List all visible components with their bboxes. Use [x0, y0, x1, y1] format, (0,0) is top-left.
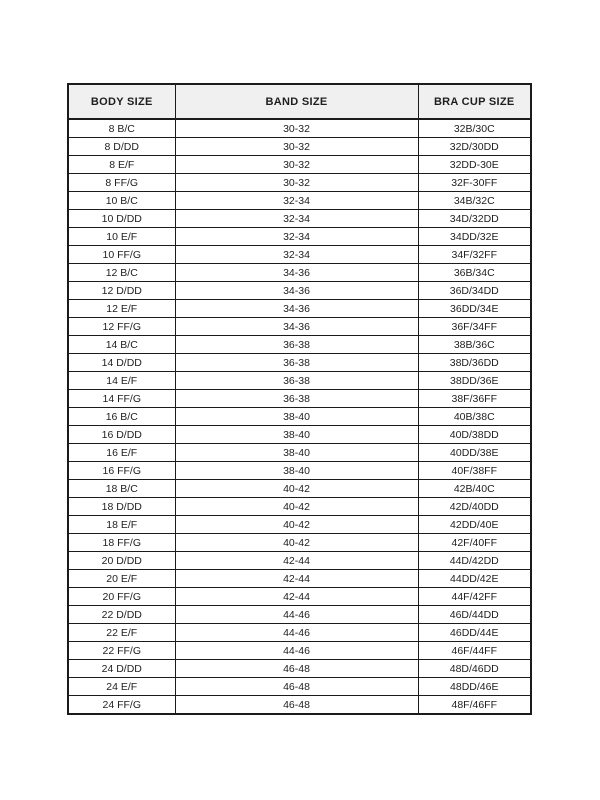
table-row: [68, 138, 531, 156]
table-row: [68, 210, 531, 228]
table-cell: 34DD/32E: [418, 228, 531, 246]
header-cell-body-size: BODY SIZE: [68, 84, 175, 119]
table-cell: 14 FF/G: [68, 390, 175, 408]
table-cell: 30-32: [175, 138, 418, 156]
table-cell: 42B/40C: [418, 480, 531, 498]
header-cell-band-size: BAND SIZE: [175, 84, 418, 119]
table-row: [68, 174, 531, 192]
table-cell: 36DD/34E: [418, 300, 531, 318]
table-row: [68, 408, 531, 426]
table-cell: 38F/36FF: [418, 390, 531, 408]
table-cell: 16 E/F: [68, 444, 175, 462]
table-row: [68, 119, 531, 138]
table-cell: 8 FF/G: [68, 174, 175, 192]
table-cell: 14 D/DD: [68, 354, 175, 372]
table-cell: 34-36: [175, 318, 418, 336]
table-cell: 12 FF/G: [68, 318, 175, 336]
table-cell: 38-40: [175, 462, 418, 480]
table-row: [68, 282, 531, 300]
table-cell: 44D/42DD: [418, 552, 531, 570]
table-cell: 42D/40DD: [418, 498, 531, 516]
table-cell: 10 B/C: [68, 192, 175, 210]
table-cell: 46-48: [175, 696, 418, 715]
table-cell: 32DD-30E: [418, 156, 531, 174]
table-cell: 44-46: [175, 606, 418, 624]
table-row: [68, 570, 531, 588]
table-cell: 14 E/F: [68, 372, 175, 390]
table-cell: 44F/42FF: [418, 588, 531, 606]
table-cell: 42-44: [175, 552, 418, 570]
table-row: [68, 696, 531, 715]
table-header-row: [68, 84, 531, 119]
table-cell: 44-46: [175, 642, 418, 660]
table-cell: 34F/32FF: [418, 246, 531, 264]
table-row: [68, 354, 531, 372]
table-cell: 40-42: [175, 480, 418, 498]
size-chart-table: [67, 83, 532, 715]
table-cell: 42F/40FF: [418, 534, 531, 552]
table-body: [68, 119, 531, 714]
table-cell: 40D/38DD: [418, 426, 531, 444]
table-row: [68, 588, 531, 606]
table-cell: 38B/36C: [418, 336, 531, 354]
table-row: [68, 246, 531, 264]
table-cell: 44DD/42E: [418, 570, 531, 588]
table-cell: 22 FF/G: [68, 642, 175, 660]
table-cell: 42DD/40E: [418, 516, 531, 534]
table-row: [68, 534, 531, 552]
table-row: [68, 156, 531, 174]
table-row: [68, 516, 531, 534]
table-cell: 14 B/C: [68, 336, 175, 354]
table-row: [68, 480, 531, 498]
table-cell: 48DD/46E: [418, 678, 531, 696]
table-cell: 32-34: [175, 246, 418, 264]
table-cell: 22 E/F: [68, 624, 175, 642]
table-cell: 46-48: [175, 660, 418, 678]
table-cell: 12 D/DD: [68, 282, 175, 300]
table-row: [68, 390, 531, 408]
table-cell: 46F/44FF: [418, 642, 531, 660]
table-cell: 48D/46DD: [418, 660, 531, 678]
table-cell: 20 FF/G: [68, 588, 175, 606]
table-cell: 40-42: [175, 498, 418, 516]
table-cell: 38-40: [175, 408, 418, 426]
table-cell: 44-46: [175, 624, 418, 642]
table-cell: 38-40: [175, 444, 418, 462]
table-cell: 24 E/F: [68, 678, 175, 696]
table-cell: 24 FF/G: [68, 696, 175, 715]
table-cell: 34D/32DD: [418, 210, 531, 228]
table-cell: 38DD/36E: [418, 372, 531, 390]
table-cell: 18 FF/G: [68, 534, 175, 552]
table-cell: 34-36: [175, 264, 418, 282]
table-cell: 10 D/DD: [68, 210, 175, 228]
table-cell: 24 D/DD: [68, 660, 175, 678]
table-row: [68, 498, 531, 516]
table-cell: 12 E/F: [68, 300, 175, 318]
table-cell: 36-38: [175, 390, 418, 408]
table-row: [68, 552, 531, 570]
table-cell: 8 B/C: [68, 119, 175, 138]
table-row: [68, 678, 531, 696]
table-row: [68, 318, 531, 336]
table-cell: 8 E/F: [68, 156, 175, 174]
table-cell: 32-34: [175, 228, 418, 246]
table-cell: 36F/34FF: [418, 318, 531, 336]
table-cell: 32F-30FF: [418, 174, 531, 192]
table-cell: 16 B/C: [68, 408, 175, 426]
table-cell: 40DD/38E: [418, 444, 531, 462]
table-cell: 34-36: [175, 300, 418, 318]
table-cell: 40-42: [175, 534, 418, 552]
table-row: [68, 462, 531, 480]
table-row: [68, 444, 531, 462]
table-cell: 36-38: [175, 354, 418, 372]
table-cell: 8 D/DD: [68, 138, 175, 156]
table-cell: 36B/34C: [418, 264, 531, 282]
table-cell: 18 D/DD: [68, 498, 175, 516]
table-row: [68, 264, 531, 282]
header-cell-bra-cup-size: BRA CUP SIZE: [418, 84, 531, 119]
table-cell: 36D/34DD: [418, 282, 531, 300]
table-row: [68, 228, 531, 246]
table-cell: 46-48: [175, 678, 418, 696]
table-cell: 18 E/F: [68, 516, 175, 534]
table-cell: 32B/30C: [418, 119, 531, 138]
table-row: [68, 642, 531, 660]
table-cell: 32D/30DD: [418, 138, 531, 156]
table-cell: 32-34: [175, 210, 418, 228]
table-cell: 16 FF/G: [68, 462, 175, 480]
table-row: [68, 192, 531, 210]
table-cell: 12 B/C: [68, 264, 175, 282]
table-row: [68, 660, 531, 678]
table-cell: 32-34: [175, 192, 418, 210]
table-cell: 36-38: [175, 372, 418, 390]
table-cell: 34B/32C: [418, 192, 531, 210]
table-cell: 42-44: [175, 570, 418, 588]
table-cell: 10 E/F: [68, 228, 175, 246]
table-row: [68, 426, 531, 444]
table-cell: 48F/46FF: [418, 696, 531, 715]
table-cell: 16 D/DD: [68, 426, 175, 444]
table-cell: 34-36: [175, 282, 418, 300]
table-cell: 46D/44DD: [418, 606, 531, 624]
table-cell: 38-40: [175, 426, 418, 444]
table-row: [68, 624, 531, 642]
table-cell: 30-32: [175, 174, 418, 192]
table-row: [68, 336, 531, 354]
table-cell: 10 FF/G: [68, 246, 175, 264]
table-cell: 40-42: [175, 516, 418, 534]
table-row: [68, 606, 531, 624]
table-cell: 20 D/DD: [68, 552, 175, 570]
table-row: [68, 372, 531, 390]
table-cell: 36-38: [175, 336, 418, 354]
table-cell: 42-44: [175, 588, 418, 606]
table-cell: 30-32: [175, 156, 418, 174]
table-row: [68, 300, 531, 318]
table-cell: 38D/36DD: [418, 354, 531, 372]
table-cell: 22 D/DD: [68, 606, 175, 624]
table-cell: 18 B/C: [68, 480, 175, 498]
table-cell: 40B/38C: [418, 408, 531, 426]
table-cell: 30-32: [175, 119, 418, 138]
table-cell: 20 E/F: [68, 570, 175, 588]
table-cell: 40F/38FF: [418, 462, 531, 480]
table-cell: 46DD/44E: [418, 624, 531, 642]
